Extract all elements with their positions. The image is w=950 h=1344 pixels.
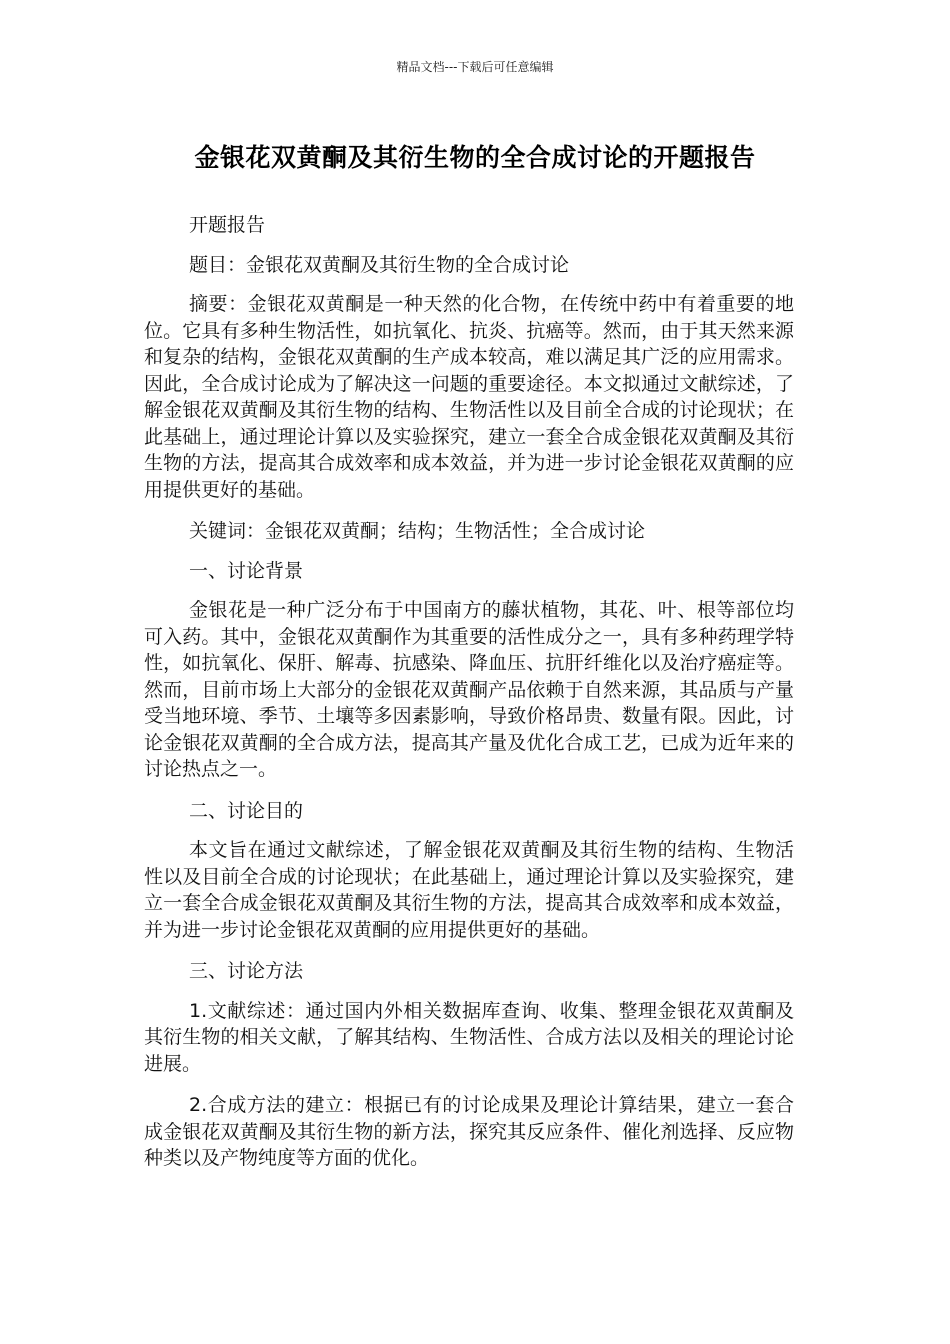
method-item-synthesis: 2.合成方法的建立：根据已有的讨论成果及理论计算结果，建立一套合成金银花双黄酮及其衍生物的新方法，探究其反应条件、催化剂选择、反应物种类以及产物纯度等方面的优化。 [144,1094,794,1169]
document-title: 金银花双黄酮及其衍生物的全合成讨论的开题报告 [194,143,756,172]
abstract-paragraph: 摘要：金银花双黄酮是一种天然的化合物，在传统中药中有着重要的地位。它具有多种生物活性，如抗氧化、抗炎、抗癌等。然而，由于其天然来源和复杂的结构，金银花双黄酮的生产成本较高，难以满足其广泛的应用需求。因此，全合成讨论成为了解决这一问题的重要途径。本文拟通过文献综述，了解金银花双黄酮及其衍生物的结构、生物活性以及目前全合成的讨论现状；在此基础上，通过理论计算以及实验探究，建立一套全合成金银花双黄酮及其衍生物的方法，提高其合成效率和成本效益，并为进一步讨论金银花双黄酮的应用提供更好的基础。 [144,293,794,501]
method-item-literature-review: 1.文献综述：通过国内外相关数据库查询、收集、整理金银花双黄酮及其衍生物的相关文献，了解其结构、生物活性、合成方法以及相关的理论讨论进展。 [144,999,794,1075]
header-note: 精品文档---下载后可任意编辑 [396,60,554,74]
section-heading-purpose: 二、讨论目的 [189,799,304,822]
purpose-paragraph: 本文旨在通过文献综述，了解金银花双黄酮及其衍生物的结构、生物活性以及目前全合成的讨论现状；在此基础上，通过理论计算以及实验探究，建立一套全合成金银花双黄酮及其衍生物的方法，提高其合成效率和成本效益，并为进一步讨论金银花双黄酮的应用提供更好的基础。 [144,839,794,941]
section-heading-methods: 三、讨论方法 [189,960,304,982]
keywords-line: 关键词：金银花双黄酮；结构；生物活性；全合成讨论 [189,520,646,542]
topic-line: 题目：金银花双黄酮及其衍生物的全合成讨论 [189,253,570,276]
section-heading-background: 一、讨论背景 [189,559,304,582]
report-label: 开题报告 [189,214,266,236]
background-paragraph: 金银花是一种广泛分布于中国南方的藤状植物，其花、叶、根等部位均可入药。其中，金银花双黄酮作为其重要的活性成分之一，具有多种药理学特性，如抗氧化、保肝、解毒、抗感染、降血压、抗肝纤维化以及治疗癌症等。然而，目前市场上大部分的金银花双黄酮产品依赖于自然来源，其品质与产量受当地环境、季节、土壤等多因素影响，导致价格昂贵、数量有限。因此，讨论金银花双黄酮的全合成方法，提高其产量及优化合成工艺，已成为近年来的讨论热点之一。 [144,599,794,780]
document-body [144,212,794,1187]
